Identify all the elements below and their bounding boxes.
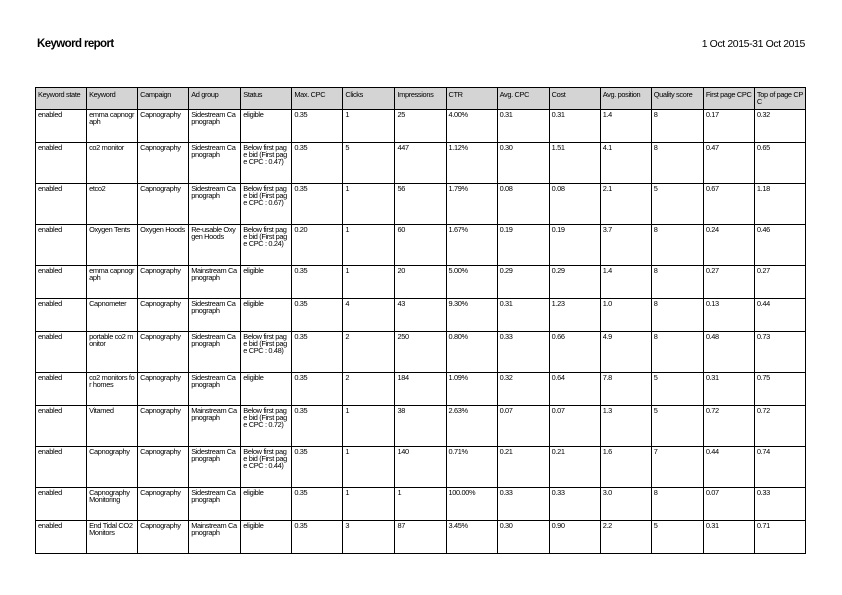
table-cell: 0.31 (703, 521, 754, 554)
table-cell: Mainstream Capnograph (189, 406, 241, 447)
table-cell: 0.29 (497, 266, 549, 299)
table-cell: Below first page bid (First page CPC : 0.72) (241, 406, 292, 447)
table-cell: 2.63% (446, 406, 497, 447)
table-cell: 4.00% (446, 110, 497, 143)
table-cell: enabled (36, 406, 87, 447)
table-cell: co2 monitors for homes (87, 373, 138, 406)
table-cell: 0.35 (292, 143, 343, 184)
table-row (36, 184, 806, 225)
table-cell: 0.19 (549, 225, 600, 266)
table-cell: 0.20 (292, 225, 343, 266)
table-cell: 0.29 (549, 266, 600, 299)
table-cell: 5.00% (446, 266, 497, 299)
table-cell: Below first page bid (First page CPC : 0.24) (241, 225, 292, 266)
table-cell: Below first page bid (First page CPC : 0.44) (241, 447, 292, 488)
table-cell: enabled (36, 521, 87, 554)
table-cell: End Tidal CO2 Monitors (87, 521, 138, 554)
column-header: Status (241, 88, 292, 110)
column-header: Avg. position (600, 88, 651, 110)
table-cell: 1.4 (600, 266, 651, 299)
table-cell: 0.31 (703, 373, 754, 406)
table-cell: 9.30% (446, 299, 497, 332)
table-cell: eligible (241, 521, 292, 554)
table-cell: 0.33 (754, 488, 805, 521)
table-cell: 0.21 (497, 447, 549, 488)
table-cell: 0.24 (703, 225, 754, 266)
table-cell: 1.18 (754, 184, 805, 225)
table-cell: 0.35 (292, 488, 343, 521)
table-cell: 184 (395, 373, 446, 406)
table-cell: 0.35 (292, 406, 343, 447)
table-cell: 5 (651, 373, 703, 406)
table-cell: Capnography (138, 143, 189, 184)
table-cell: Capnography (138, 521, 189, 554)
table-cell: Mainstream Capnograph (189, 521, 241, 554)
table-cell: 8 (651, 332, 703, 373)
table-cell: enabled (36, 299, 87, 332)
table-cell: 0.35 (292, 332, 343, 373)
table-cell: Oxygen Tents (87, 225, 138, 266)
table-row (36, 225, 806, 266)
table-cell: 0.35 (292, 299, 343, 332)
table-row (36, 447, 806, 488)
table-cell: 0.19 (497, 225, 549, 266)
column-header: Keyword (87, 88, 138, 110)
table-row (36, 488, 806, 521)
table-cell: Mainstream Capnograph (189, 266, 241, 299)
table-cell: 140 (395, 447, 446, 488)
table-cell: Below first page bid (First page CPC : 0.48) (241, 332, 292, 373)
table-cell: 0.27 (703, 266, 754, 299)
table-row (36, 332, 806, 373)
table-cell: 1 (343, 225, 395, 266)
table-cell: Capnography (138, 373, 189, 406)
table-cell: eligible (241, 266, 292, 299)
table-cell: 8 (651, 488, 703, 521)
table-cell: 8 (651, 266, 703, 299)
table-cell: 1.09% (446, 373, 497, 406)
table-cell: emma capnograph (87, 110, 138, 143)
table-cell: 0.35 (292, 373, 343, 406)
column-header: First page CPC (703, 88, 754, 110)
table-cell: Re-usable Oxygen Hoods (189, 225, 241, 266)
table-row (36, 299, 806, 332)
table-cell: 25 (395, 110, 446, 143)
table-cell: 4 (343, 299, 395, 332)
table-cell: 0.35 (292, 184, 343, 225)
table-cell: 0.71% (446, 447, 497, 488)
table-row (36, 110, 806, 143)
table-cell: Vitamed (87, 406, 138, 447)
table-cell: 87 (395, 521, 446, 554)
table-cell: 5 (651, 406, 703, 447)
table-cell: 1.23 (549, 299, 600, 332)
table-cell: 0.44 (703, 447, 754, 488)
table-cell: eligible (241, 373, 292, 406)
table-cell: 0.30 (497, 521, 549, 554)
table-cell: Sidestream Capnograph (189, 143, 241, 184)
table-cell: emma capnograph (87, 266, 138, 299)
table-cell: 0.08 (497, 184, 549, 225)
table-cell: Capnography (138, 299, 189, 332)
table-cell: 0.32 (497, 373, 549, 406)
table-cell: enabled (36, 184, 87, 225)
table-cell: 7.8 (600, 373, 651, 406)
table-cell: 0.90 (549, 521, 600, 554)
table-cell: 0.64 (549, 373, 600, 406)
table-cell: eligible (241, 110, 292, 143)
table-cell: portable co2 monitor (87, 332, 138, 373)
table-row (36, 266, 806, 299)
table-cell: 1 (395, 488, 446, 521)
column-header: Top of page CPC (754, 88, 805, 110)
table-cell: Capnometer (87, 299, 138, 332)
table-cell: 0.33 (497, 332, 549, 373)
table-cell: 4.1 (600, 143, 651, 184)
table-cell: etco2 (87, 184, 138, 225)
table-cell: Capnography (138, 332, 189, 373)
table-cell: 100.00% (446, 488, 497, 521)
table-row (36, 373, 806, 406)
table-cell: 0.80% (446, 332, 497, 373)
column-header: CTR (446, 88, 497, 110)
column-header: Impressions (395, 88, 446, 110)
table-cell: 3 (343, 521, 395, 554)
table-cell: 0.47 (703, 143, 754, 184)
table-cell: 56 (395, 184, 446, 225)
table-cell: 0.30 (497, 143, 549, 184)
table-row (36, 521, 806, 554)
table-cell: Sidestream Capnograph (189, 488, 241, 521)
table-cell: Below first page bid (First page CPC : 0.67) (241, 184, 292, 225)
table-cell: 0.33 (549, 488, 600, 521)
table-cell: Sidestream Capnograph (189, 299, 241, 332)
table-cell: enabled (36, 447, 87, 488)
column-header: Ad group (189, 88, 241, 110)
table-cell: enabled (36, 373, 87, 406)
table-cell: 0.13 (703, 299, 754, 332)
table-cell: 2.1 (600, 184, 651, 225)
column-header: Keyword state (36, 88, 87, 110)
table-cell: Sidestream Capnograph (189, 332, 241, 373)
table-cell: 0.21 (549, 447, 600, 488)
keyword-report-table (35, 87, 806, 554)
table-cell: 0.08 (549, 184, 600, 225)
table-cell: 8 (651, 110, 703, 143)
table-cell: 8 (651, 299, 703, 332)
report-date-range: 1 Oct 2015-31 Oct 2015 (701, 38, 805, 50)
table-cell: enabled (36, 143, 87, 184)
table-cell: 0.74 (754, 447, 805, 488)
table-cell: Capnography (138, 184, 189, 225)
table-cell: Capnography (87, 447, 138, 488)
table-cell: Capnography Monitoring (87, 488, 138, 521)
table-cell: 0.32 (754, 110, 805, 143)
table-cell: Sidestream Capnograph (189, 184, 241, 225)
table-cell: Capnography (138, 447, 189, 488)
table-cell: 0.46 (754, 225, 805, 266)
table-cell: co2 monitor (87, 143, 138, 184)
table-cell: 3.7 (600, 225, 651, 266)
table-cell: 1.51 (549, 143, 600, 184)
table-cell: 0.44 (754, 299, 805, 332)
table-cell: 0.27 (754, 266, 805, 299)
column-header: Campaign (138, 88, 189, 110)
table-cell: 0.48 (703, 332, 754, 373)
table-cell: 8 (651, 143, 703, 184)
table-row (36, 406, 806, 447)
report-title: Keyword report (37, 38, 114, 50)
table-cell: 1.3 (600, 406, 651, 447)
column-header: Clicks (343, 88, 395, 110)
table-cell: 0.31 (497, 110, 549, 143)
table-cell: 3.0 (600, 488, 651, 521)
column-header: Max. CPC (292, 88, 343, 110)
table-cell: 0.35 (292, 110, 343, 143)
table-cell: 3.45% (446, 521, 497, 554)
table-cell: Sidestream Capnograph (189, 373, 241, 406)
table-cell: 0.35 (292, 521, 343, 554)
table-cell: 0.73 (754, 332, 805, 373)
table-cell: 4.9 (600, 332, 651, 373)
table-cell: 0.07 (703, 488, 754, 521)
table-cell: 2 (343, 373, 395, 406)
table-cell: 5 (651, 521, 703, 554)
table-cell: 1 (343, 266, 395, 299)
table-cell: 0.66 (549, 332, 600, 373)
table-cell: 1 (343, 447, 395, 488)
table-cell: enabled (36, 332, 87, 373)
table-cell: 1.12% (446, 143, 497, 184)
table-cell: 1 (343, 110, 395, 143)
table-cell: 0.07 (549, 406, 600, 447)
column-header: Avg. CPC (497, 88, 549, 110)
table-cell: Capnography (138, 406, 189, 447)
table-cell: Capnography (138, 266, 189, 299)
table-cell: 447 (395, 143, 446, 184)
column-header: Quality score (651, 88, 703, 110)
table-cell: eligible (241, 488, 292, 521)
table-cell: 0.31 (549, 110, 600, 143)
table-cell: 1 (343, 184, 395, 225)
table-cell: 0.35 (292, 447, 343, 488)
table-cell: enabled (36, 488, 87, 521)
table-cell: 1.67% (446, 225, 497, 266)
table-cell: Sidestream Capnograph (189, 447, 241, 488)
table-cell: 7 (651, 447, 703, 488)
table-cell: enabled (36, 110, 87, 143)
column-header: Cost (549, 88, 600, 110)
table-cell: 0.67 (703, 184, 754, 225)
table-cell: 0.71 (754, 521, 805, 554)
table-cell: enabled (36, 266, 87, 299)
table-cell: 1.0 (600, 299, 651, 332)
table-cell: Sidestream Capnograph (189, 110, 241, 143)
table-row (36, 143, 806, 184)
table-cell: Capnography (138, 110, 189, 143)
table-cell: 0.75 (754, 373, 805, 406)
table-cell: 5 (343, 143, 395, 184)
table-header-row (36, 88, 806, 110)
table-cell: 5 (651, 184, 703, 225)
table-cell: 8 (651, 225, 703, 266)
table-cell: 38 (395, 406, 446, 447)
table-cell: 1.6 (600, 447, 651, 488)
table-cell: Below first page bid (First page CPC : 0.47) (241, 143, 292, 184)
table-cell: Capnography (138, 488, 189, 521)
table-cell: 43 (395, 299, 446, 332)
table-cell: 60 (395, 225, 446, 266)
table-cell: 250 (395, 332, 446, 373)
table-cell: 1.4 (600, 110, 651, 143)
table-cell: 1 (343, 488, 395, 521)
table-cell: enabled (36, 225, 87, 266)
table-cell: 2.2 (600, 521, 651, 554)
table-cell: 0.72 (703, 406, 754, 447)
table-cell: 20 (395, 266, 446, 299)
table-cell: 0.17 (703, 110, 754, 143)
table-cell: 2 (343, 332, 395, 373)
table-cell: 0.65 (754, 143, 805, 184)
table-cell: Oxygen Hoods (138, 225, 189, 266)
table-cell: 0.31 (497, 299, 549, 332)
table-cell: 0.33 (497, 488, 549, 521)
table-cell: 0.72 (754, 406, 805, 447)
table-cell: 1.79% (446, 184, 497, 225)
table-cell: 0.07 (497, 406, 549, 447)
table-cell: 0.35 (292, 266, 343, 299)
table-cell: 1 (343, 406, 395, 447)
table-cell: eligible (241, 299, 292, 332)
